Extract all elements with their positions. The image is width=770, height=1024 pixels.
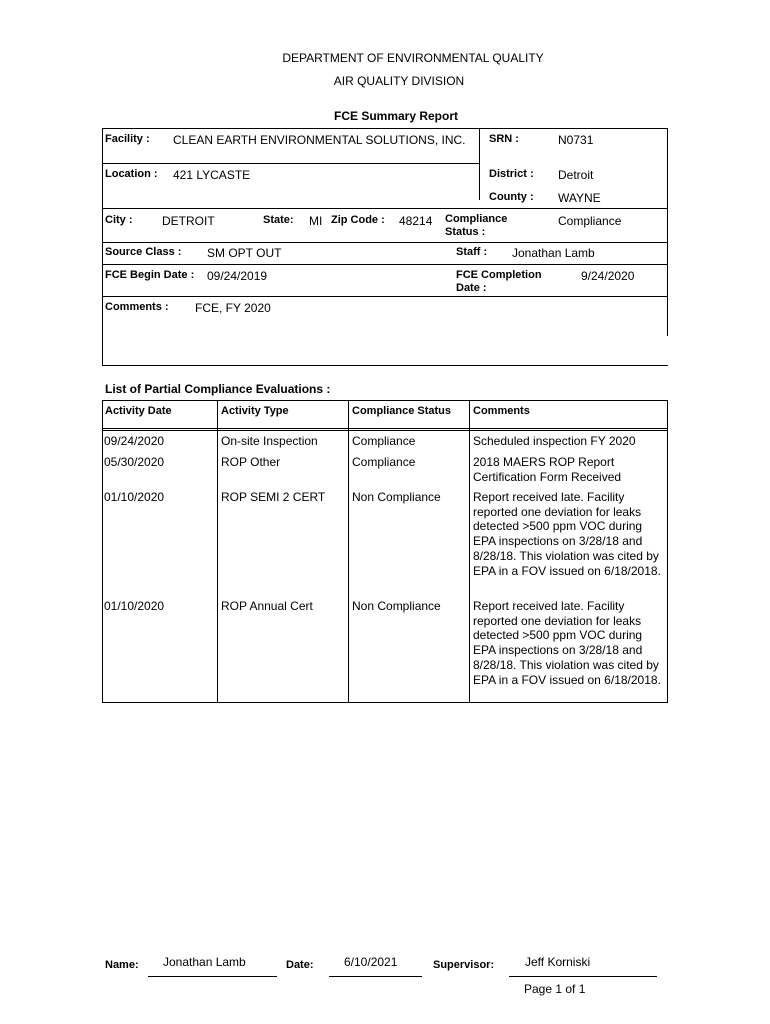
comments-cell: Report received late. Facility reported one deviation for leaks detected >500 ppm VOC during EPA inspections on 3/28/18 and 8/28/18. This violation was cited by EPA in a FOV issued on 6/18/2018. [473,490,661,578]
compliance-status-value: Compliance [558,214,622,228]
fce-completion-label: FCE Completion [456,269,542,281]
activity-type-cell: ROP SEMI 2 CERT [221,490,326,504]
fce-completion-label-2: Date : [456,282,487,294]
state-label: State: [263,214,294,226]
department-title: DEPARTMENT OF ENVIRONMENTAL QUALITY [282,51,544,65]
activity-date-cell: 01/10/2020 [104,490,165,504]
pce-list-title: List of Partial Compliance Evaluations : [105,382,331,396]
county-label: County : [489,191,534,203]
source-class-label: Source Class : [105,246,182,258]
staff-label: Staff : [456,246,488,258]
activity-date-cell: 01/10/2020 [104,599,165,613]
activity-date-cell: 09/24/2020 [104,434,165,448]
location-label: Location : [105,168,158,180]
supervisor-value: Jeff Korniski [525,955,591,969]
compliance-status-cell: Non Compliance [352,490,441,504]
comments-cell: Report received late. Facility reported one deviation for leaks detected >500 ppm VOC during EPA inspections on 3/28/18 and 8/28/18. This violation was cited by EPA in a FOV issued on 6/18/2018. [473,599,661,687]
supervisor-underline [509,976,657,977]
srn-value: N0731 [558,133,594,147]
compliance-status-label: Compliance [445,213,508,225]
district-label: District : [489,168,534,180]
compliance-status-cell: Compliance [352,455,416,469]
date-value: 6/10/2021 [344,955,398,969]
facility-label: Facility : [105,133,150,145]
name-underline [148,976,277,977]
facility-name: CLEAN EARTH ENVIRONMENTAL SOLUTIONS, INC. [173,133,466,147]
city-value: DETROIT [162,214,215,228]
activity-type-cell: On-site Inspection [221,434,318,448]
fce-completion-value: 9/24/2020 [581,269,635,283]
date-underline [329,976,422,977]
zip-value: 48214 [399,214,433,228]
comments-cell: 2018 MAERS ROP Report Certification Form Received [473,455,622,484]
name-label: Name: [105,959,139,971]
name-value: Jonathan Lamb [163,955,246,969]
county-value: WAYNE [558,191,601,205]
location-value: 421 LYCASTE [173,168,251,182]
staff-value: Jonathan Lamb [512,246,595,260]
district-value: Detroit [558,168,594,182]
report-title: FCE Summary Report [333,109,459,123]
page-number: Page 1 of 1 [524,982,586,996]
comments-cell: Scheduled inspection FY 2020 [473,434,636,448]
srn-label: SRN : [489,133,519,145]
comments-label: Comments : [105,301,169,313]
fce-begin-label: FCE Begin Date : [105,269,195,281]
supervisor-label: Supervisor: [433,959,495,971]
date-label: Date: [286,959,314,971]
compliance-status-label-2: Status : [445,226,486,238]
compliance-status-cell: Non Compliance [352,599,441,613]
comments-value: FCE, FY 2020 [195,301,271,315]
column-header-activity-type: Activity Type [221,405,289,417]
city-label: City : [105,214,133,226]
column-header-compliance-status: Compliance Status [352,405,452,417]
activity-type-cell: ROP Other [221,455,281,469]
zip-label: Zip Code : [331,214,385,226]
source-class-value: SM OPT OUT [207,246,282,260]
compliance-status-cell: Compliance [352,434,416,448]
activity-date-cell: 05/30/2020 [104,455,165,469]
state-value: MI [309,214,323,228]
fce-begin-value: 09/24/2019 [207,269,268,283]
column-header-activity-date: Activity Date [105,405,172,417]
division-title: AIR QUALITY DIVISION [333,74,465,88]
column-header-comments: Comments [473,405,530,417]
activity-type-cell: ROP Annual Cert [221,599,313,613]
